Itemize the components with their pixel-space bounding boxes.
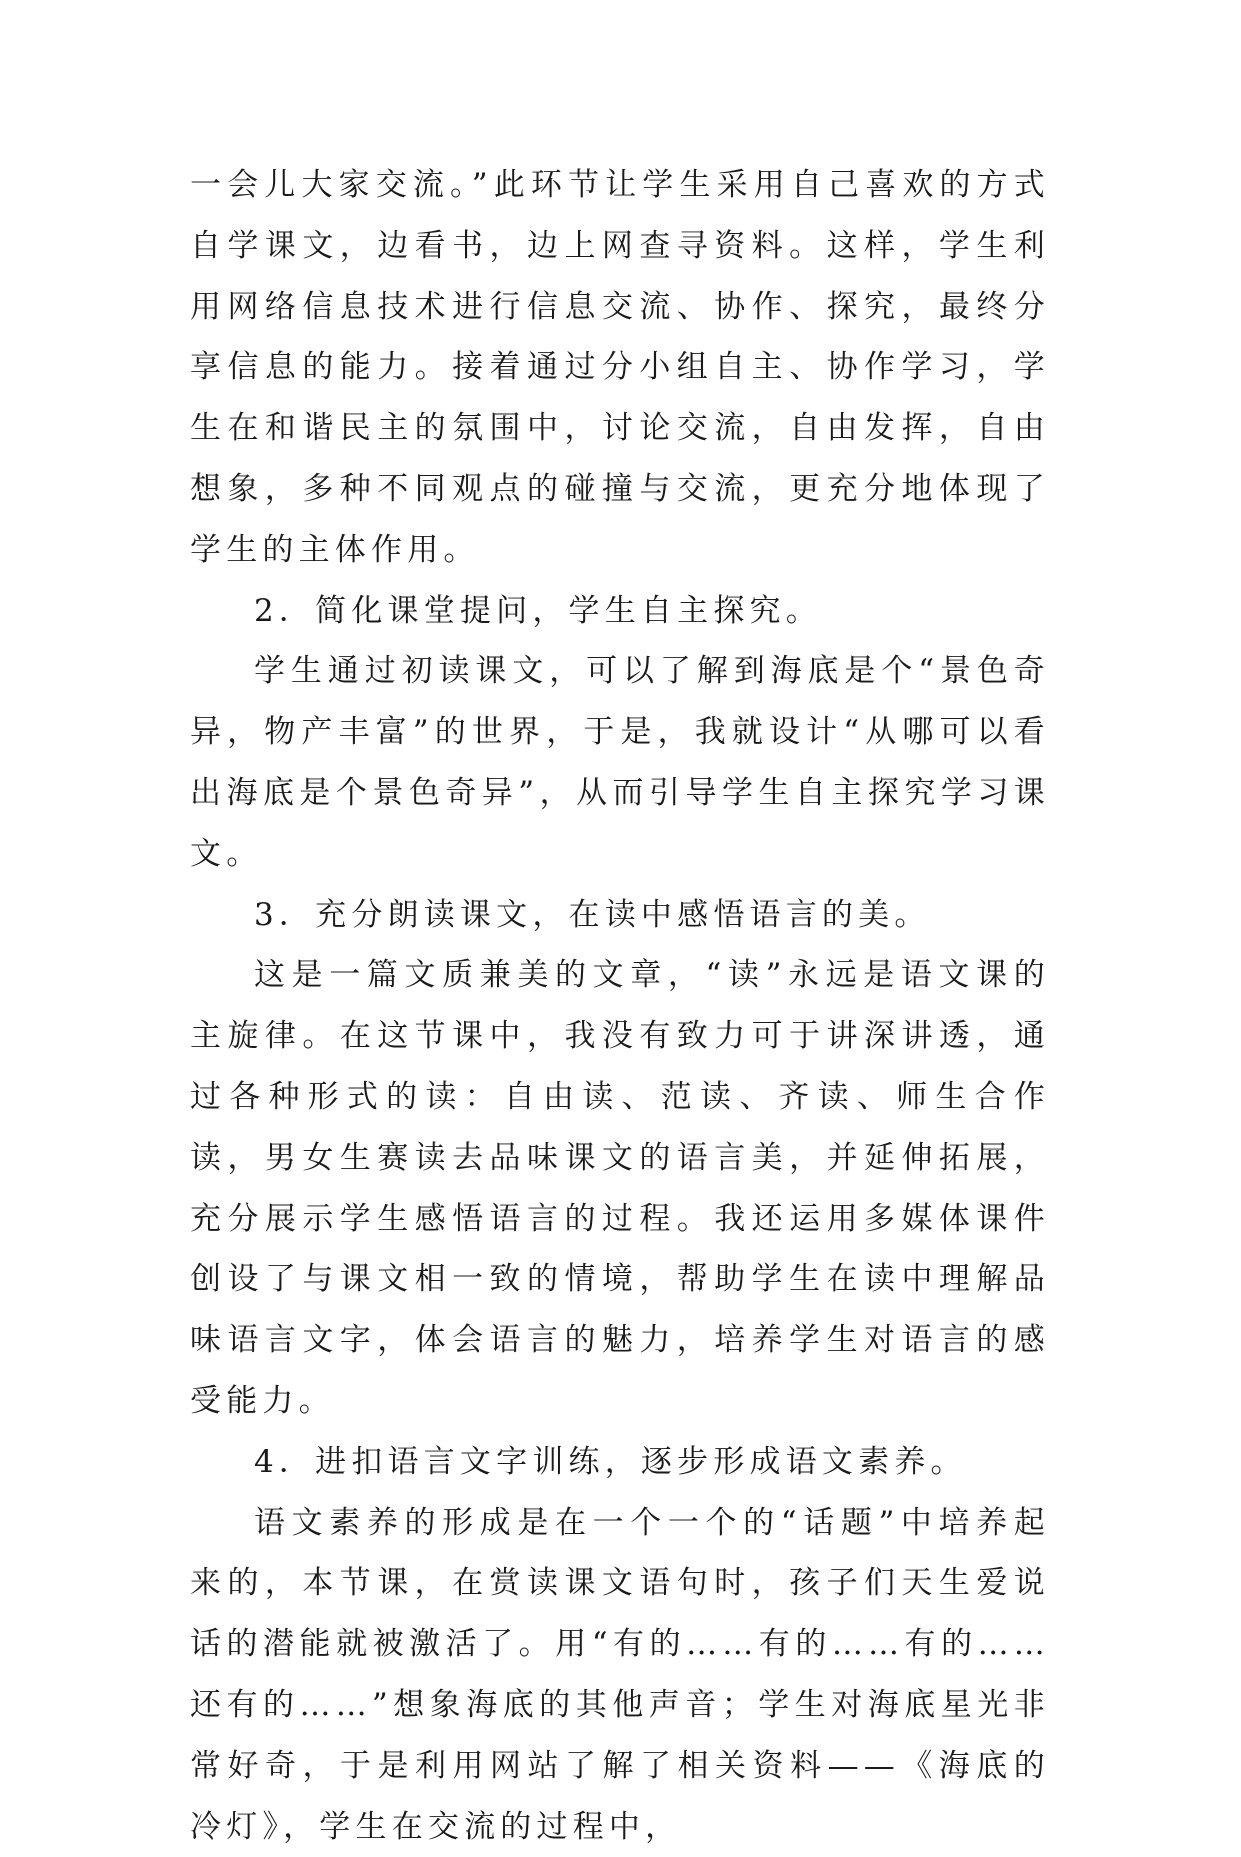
heading-item-3: 3．充分朗读课文，在读中感悟语言的美。 xyxy=(254,896,931,933)
paragraph-item-2: 学生通过初读课文，可以了解到海底是个“景色奇异，物产丰富”的世界，于是，我就设计“从哪可以看出海底是个景色奇异”，从而引导学生自主探究学习课文。 xyxy=(190,653,1050,872)
paragraph-continuation: 一会儿大家交流。”此环节让学生采用自己喜欢的方式自学课文，边看书，边上网查寻资料。这样，学生利用网络信息技术进行信息交流、协作、探究，最终分享信息的能力。接着通过分小组自主、协作学习，学生在和谐民主的氛围中，讨论交流，自由发挥，自由想象，多种不同观点的碰撞与交流，更充分地体现了学生的主体作用。 xyxy=(190,167,1050,568)
paragraph-item-3: 这是一篇文质兼美的文章，“读”永远是语文课的主旋律。在这节课中，我没有致力可于讲深讲透，通过各种形式的读：自由读、范读、齐读、师生合作读，男女生赛读去品味课文的语言美，并延伸拓展，充分展示学生感悟语言的过程。我还运用多媒体课件创设了与课文相一致的情境，帮助学生在读中理解品味语言文字，体会语言的魅力，培养学生对语言的感受能力。 xyxy=(190,957,1050,1419)
document-page xyxy=(190,155,1050,1857)
paragraph-item-4: 语文素养的形成是在一个一个的“话题”中培养起来的，本节课，在赏读课文语句时，孩子们天生爱说话的潜能就被激活了。用“有的……有的……有的……还有的……”想象海底的其他声音；学生对海底星光非常好奇，于是利用网站了解了相关资料——《海底的冷灯》，学生在交流的过程中， xyxy=(190,1504,1050,1845)
heading-item-2: 2．简化课堂提问，学生自主探究。 xyxy=(254,592,822,629)
heading-item-4: 4．进扣语言文字训练，逐步形成语文素养。 xyxy=(254,1443,967,1480)
